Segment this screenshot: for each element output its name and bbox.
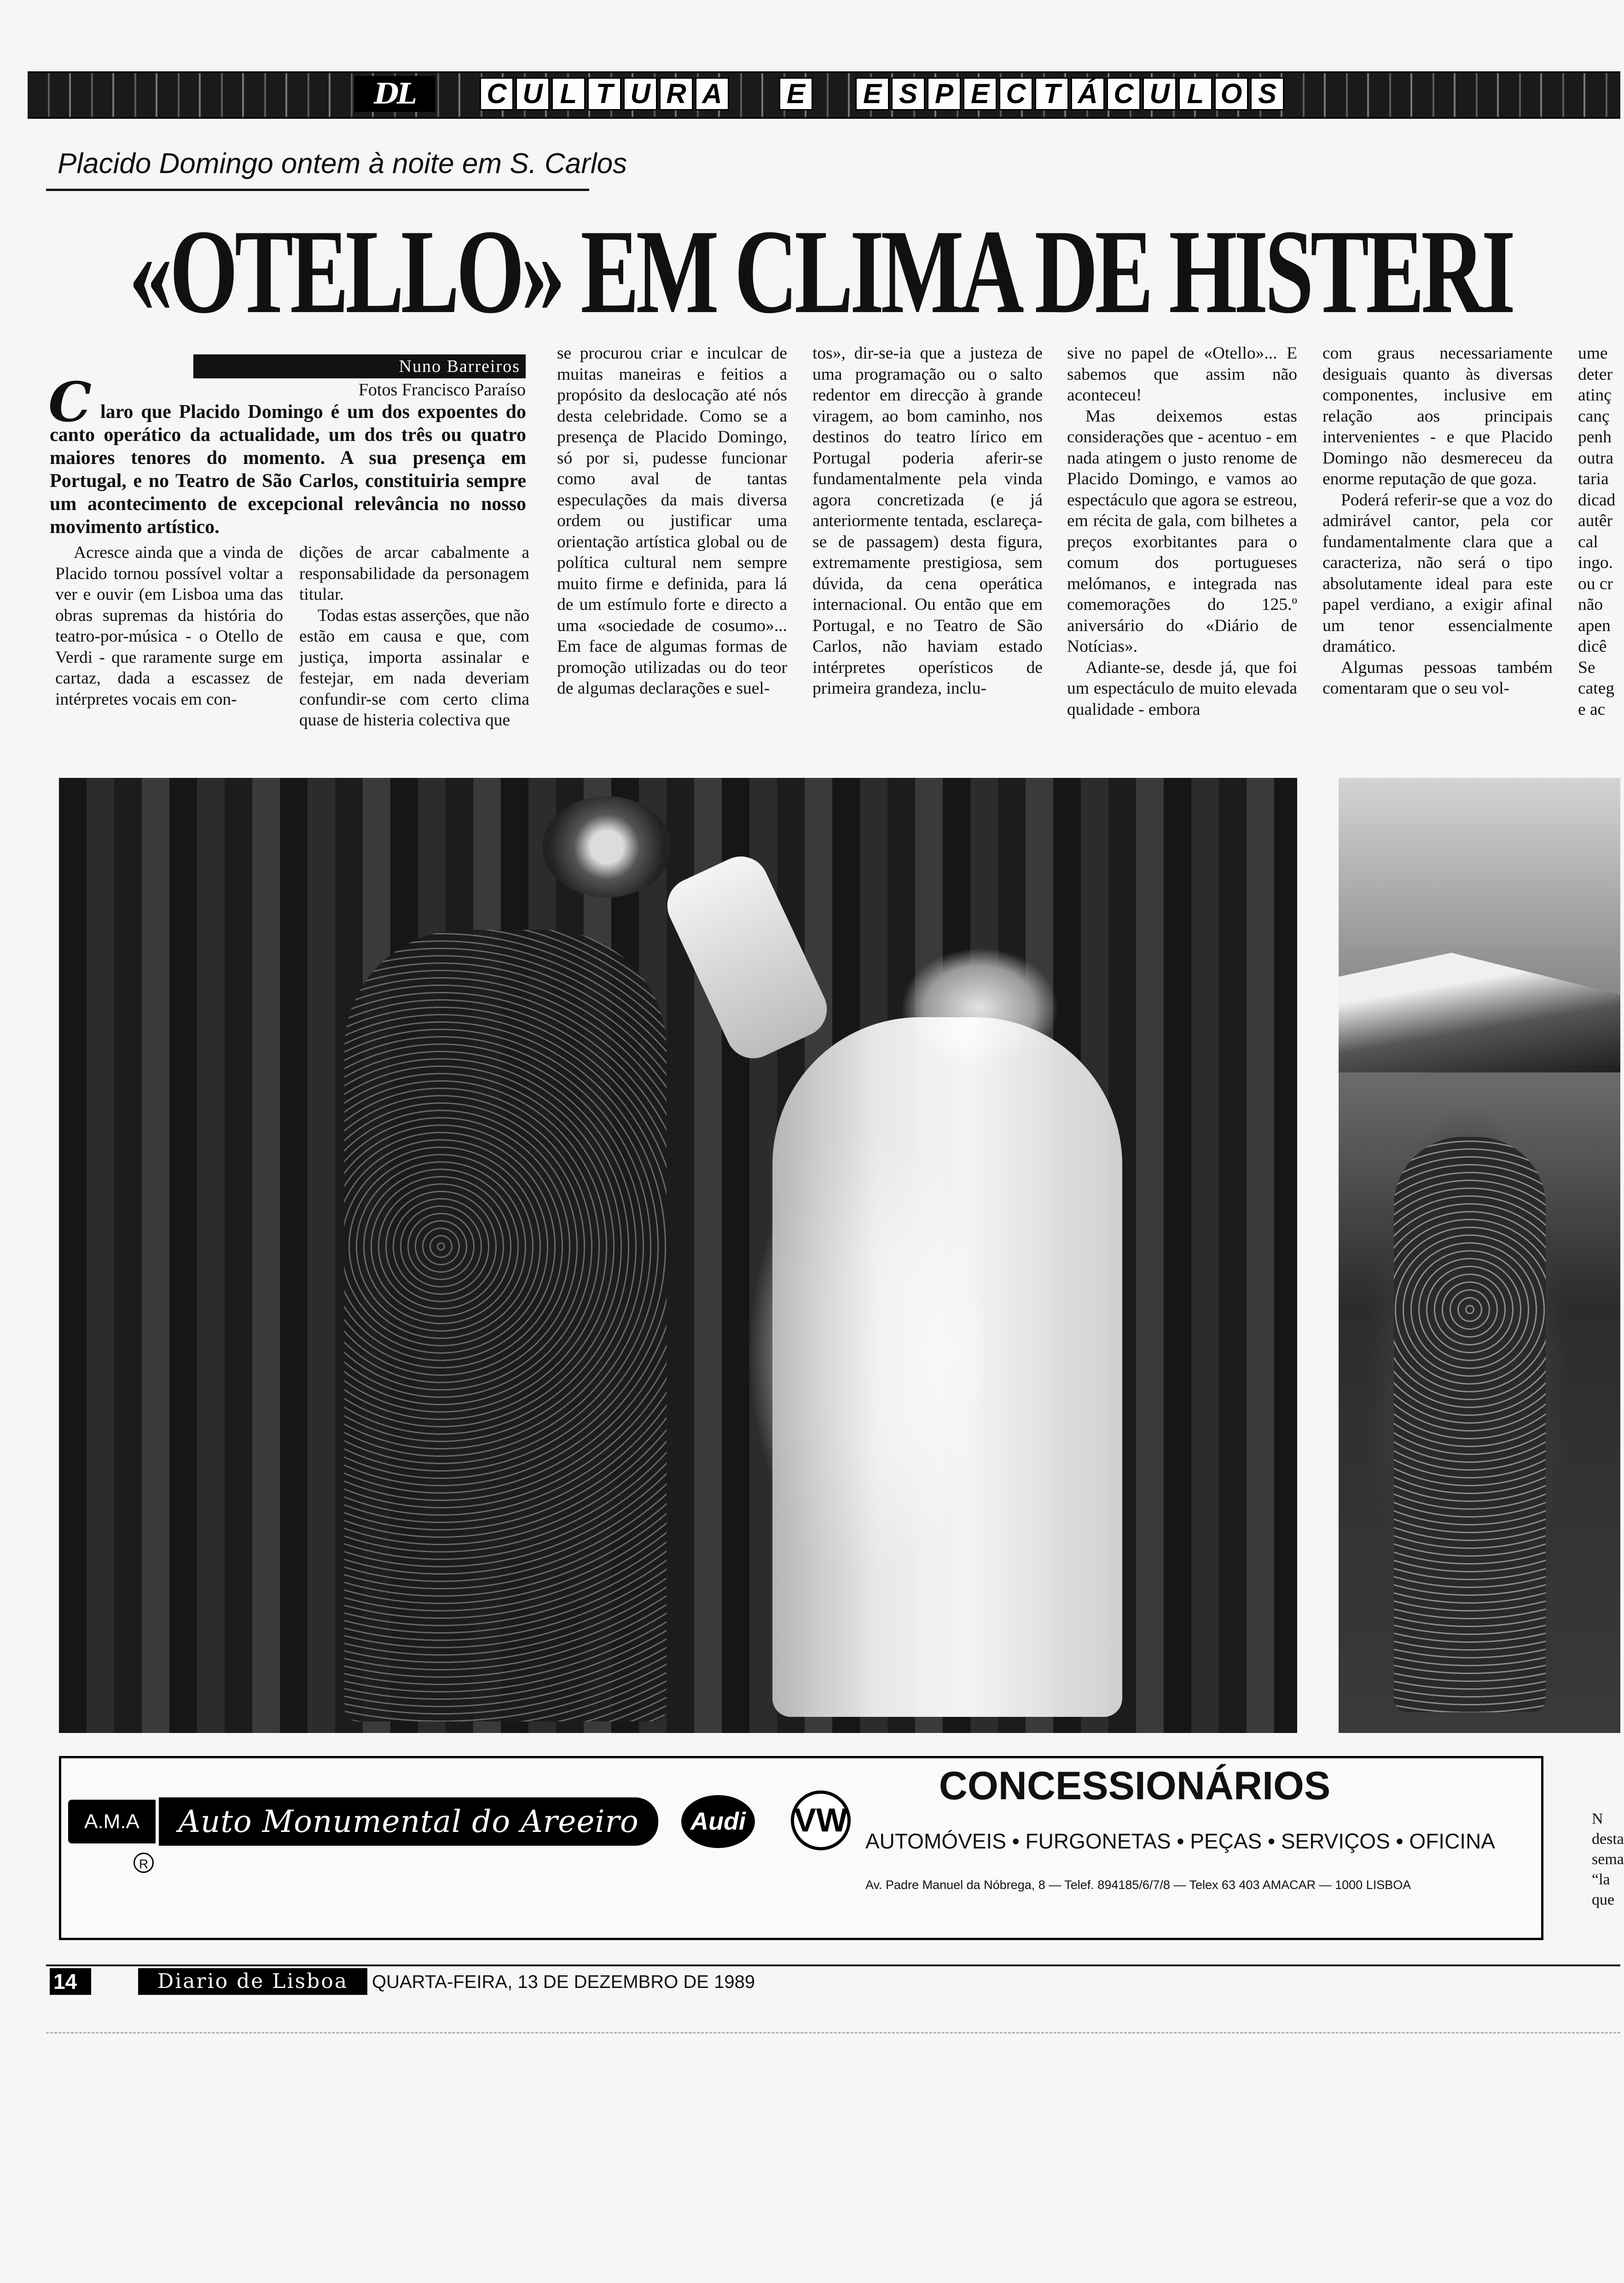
article-lead: laro que Placido Domingo é um dos expoentes do canto operático da actualidade, um dos três ou quatro maiores tenores do momento. A sua presença em Portugal, e no Teatro de São Carlos, constituiria sempre um acontecimento de excepcional relevância no nosso movimento artístico. [50, 401, 526, 538]
cropped-line: Se [1578, 658, 1595, 677]
opera-stage-photo [59, 778, 1297, 1733]
stage-set [1339, 953, 1620, 1072]
byline: Nuno Barreiros [193, 354, 526, 378]
cropped-line: deter [1578, 365, 1612, 384]
cropped-line: ingo. [1578, 553, 1613, 572]
issue-date: QUARTA-FEIRA, 13 DE DEZEMBRO DE 1989 [372, 1972, 755, 1992]
section-letter: E [963, 77, 997, 110]
article-column-3 [557, 343, 787, 782]
article-column-7-cropped [1578, 343, 1620, 782]
section-letter: E [855, 77, 889, 110]
section-letter: U [516, 77, 550, 110]
ad-services: AUTOMÓVEIS • FURGONETAS • PEÇAS • SERVIÇOS • OFICINA [865, 1829, 1495, 1853]
cropped-line: não [1578, 595, 1603, 614]
section-letter: A [695, 77, 729, 110]
cropped-line: taria [1578, 469, 1609, 488]
paragraph: Poderá referir-se que a voz do admirável cantor, pela cor fundamentalmente clara que a caracteriza, não será o tipo absolutamente ideal para este papel verdiano, a exigir afinal um tenor essencialmente dramático. [1322, 490, 1553, 656]
paragraph: Acresce ainda que a vinda de Placido tornou possível voltar a ver e ouvir (em Lisboa uma das obras supremas da história do teatro-por-música - o Otello de Verdi - que raramente surge em cartaz, dada a escassez de intérpretes vocais em con- [55, 543, 283, 709]
paragraph: sive no papel de «Otello»... E sabemos que assim não aconteceu! [1067, 344, 1297, 405]
cropped-line: canç [1578, 406, 1610, 426]
section-letter: R [659, 77, 693, 110]
article-column-2 [299, 542, 529, 782]
cropped-line: ume [1578, 344, 1608, 363]
section-letter: L [1178, 77, 1212, 110]
page-number: 14 [50, 1968, 91, 1995]
section-letter: T [1035, 77, 1069, 110]
snippet-line: N [1592, 1810, 1603, 1827]
section-letter: S [891, 77, 925, 110]
snippet-line: sema [1592, 1851, 1624, 1868]
ama-label: A.M.A [68, 1800, 156, 1843]
bottom-rule [46, 2032, 1620, 2034]
article-column-5 [1067, 343, 1297, 782]
flower-bouquet [542, 796, 671, 898]
paragraph: Mas deixemos estas considerações que - acentuo - em nada atingem o justo renome de Placido Domingo, e vamos ao espectáculo que agora se estreou, em récita de gala, com bilhetes a preços exorbitantes para o comum dos portugueses melómanos, e integrada nas comemorações do 125.º aniversário do «Diário de Notícias». [1067, 406, 1297, 656]
stage-photo-right [1339, 778, 1620, 1733]
article-column-1 [55, 542, 283, 782]
paragraph: Todas estas asserções, que não estão em causa e que, com justiça, importa assinalar e festejar, em nada deveriam confundir-se com certo clima quase de histeria colectiva que [299, 606, 529, 730]
section-letter: Á [1071, 77, 1105, 110]
cropped-line: categ [1578, 679, 1615, 698]
paragraph: se procurou criar e inculcar de muitas maneiras e feitios a propósito da deslocação até nós desta celebridade. Como se a presença de Placido Domingo, só por si, pudesse funcionar como aval de tantas especulações da mais diversa ordem ou justificar uma orientação artística global ou de política cultural nem sempre muito firme e definida, para lá de um estímulo forte e directo a uma «sociedade de cosumo»... Em face de algumas formas de promoção utilizadas ou do teor de algumas declarações e suel- [557, 344, 787, 698]
section-letter: C [480, 77, 514, 110]
paragraph: Algumas pessoas também comentaram que o seu vol- [1322, 658, 1553, 698]
ad-title: CONCESSIONÁRIOS [939, 1764, 1331, 1808]
cropped-line: apen [1578, 616, 1611, 635]
section-letter: T [587, 77, 621, 110]
desdemona-figure [772, 1017, 1122, 1717]
dealer-name: Auto Monumental do Areeiro [159, 1797, 658, 1846]
snippet-line: desta [1592, 1831, 1624, 1848]
cropped-line: atinç [1578, 386, 1612, 405]
cropped-line: ou cr [1578, 574, 1613, 593]
article-column-4 [812, 343, 1043, 782]
newspaper-masthead: Diario de Lisboa [138, 1968, 367, 1995]
raised-arm [658, 847, 836, 1067]
cropped-line: dicad [1578, 490, 1616, 510]
section-letter: L [551, 77, 586, 110]
cropped-line: outra [1578, 448, 1614, 468]
cropped-line: penh [1578, 428, 1612, 446]
section-letter: C [999, 77, 1033, 110]
kicker-rule [46, 189, 589, 191]
section-letter: C [1107, 77, 1141, 110]
cropped-line: e ac [1578, 700, 1606, 719]
adjacent-article-snippet [1592, 1809, 1624, 1910]
cropped-line: autêr [1578, 511, 1612, 530]
drop-cap: C [48, 370, 92, 434]
audi-logo-icon: Audi [681, 1795, 755, 1848]
ad-address: Av. Padre Manuel da Nóbrega, 8 — Telef. 894185/6/7/8 — Telex 63 403 AMACAR — 1000 LISBOA [865, 1878, 1411, 1892]
section-letter: S [1250, 77, 1284, 110]
snippet-line: que [1592, 1891, 1615, 1908]
photo-credit: Fotos Francisco Paraíso [358, 380, 526, 400]
footer-rule [46, 1964, 1620, 1966]
paragraph: tos», dir-se-ia que a justeza de uma programação ou o salto redentor em direcção à grande viragem, ao bom caminho, nos destinos do teatro lírico em Portugal poderia aferir-se fundamentalmente pela vinda agora concretizada (e já anteriormente tentada, esclareça-se de passagem) desta figura, extremamente prestigiosa, sem dúvida, da cena operática internacional. Ou então que em Portugal, e no Teatro de São Carlos, não haviam estado intérpretes operísticos de primeira grandeza, inclu- [812, 344, 1043, 698]
registered-mark-icon: R [133, 1853, 154, 1873]
section-banner [28, 71, 1620, 119]
vw-logo-icon: VW [791, 1790, 851, 1850]
paragraph: com graus necessariamente desiguais quanto às diversas componentes, inclusive em relação aos principais intervenientes - e que Placido Domingo não desmereceu da enorme reputação de que goza. [1322, 344, 1553, 488]
cropped-line: cal [1578, 532, 1598, 551]
singer-figure [1394, 1137, 1546, 1712]
snippet-line: “la [1592, 1871, 1610, 1888]
dl-logo: DL [354, 76, 435, 112]
section-letter: E [779, 77, 813, 110]
article-headline: «OTELLO» EM CLIMA DE HISTERI [129, 205, 1513, 338]
section-letter: O [1214, 77, 1248, 110]
paragraph: Adiante-se, desde já, que foi um espectáculo de muito elevada qualidade - embora [1067, 658, 1297, 719]
section-letter: U [1143, 77, 1177, 110]
paragraph: dições de arcar cabalmente a responsabilidade da personagem titular. [299, 543, 529, 604]
section-letter: P [927, 77, 961, 110]
section-letter: U [623, 77, 657, 110]
article-kicker: Placido Domingo ontem à noite em S. Carlos [58, 148, 627, 180]
otello-figure [344, 930, 667, 1721]
cropped-line: dicê [1578, 637, 1607, 656]
article-column-6 [1322, 343, 1553, 782]
